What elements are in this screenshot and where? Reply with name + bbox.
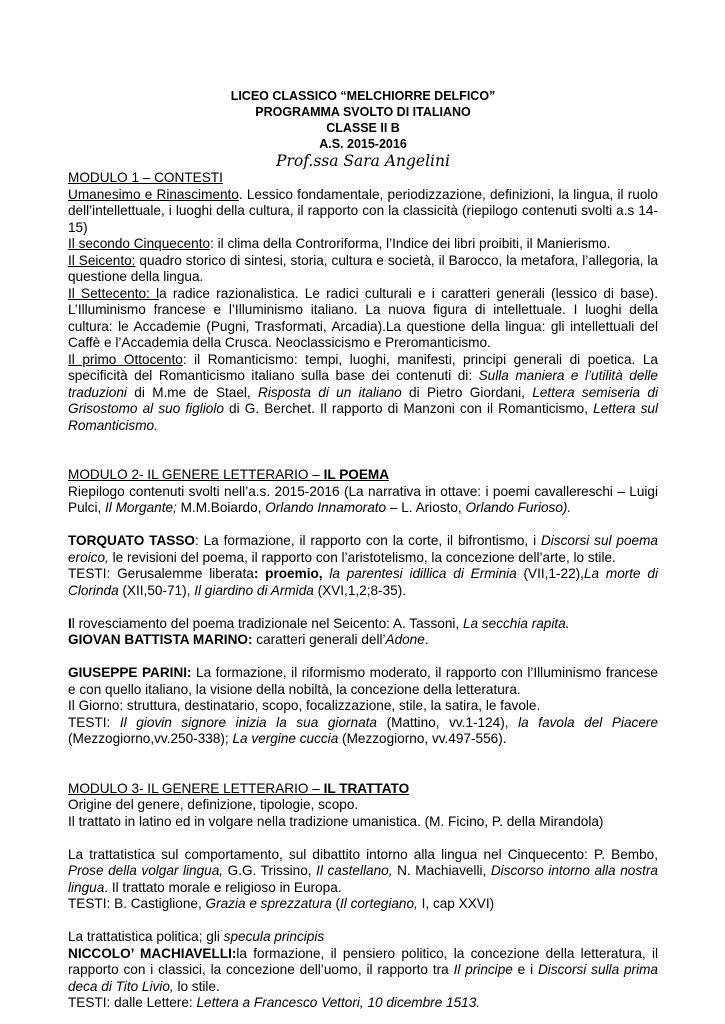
- module-2: [68, 467, 658, 748]
- work-title: Orlando Furioso).: [465, 500, 572, 515]
- parini-paragraph: [68, 665, 658, 698]
- umanesimo-label: Umanesimo e Rinascimento: [68, 186, 239, 202]
- author-name: TORQUATO TASSO: [68, 533, 195, 548]
- latino-paragraph: Il trattato in latino ed in volgare nella tradizione umanistica. (M. Ficino, P. della Mirandola): [68, 813, 604, 829]
- work-title: Risposta di un italiano: [258, 384, 402, 400]
- work-title: Lettera a Francesco Vettori, 10 dicembre 1513.: [196, 995, 481, 1010]
- testi-text: (XII,50-71),: [118, 582, 195, 598]
- work-title: Adone: [385, 632, 425, 647]
- school-name: LICEO CLASSICO “MELCHIORRE DELFICO”: [230, 89, 496, 103]
- document-header: [68, 88, 658, 152]
- document-page: [68, 88, 658, 1012]
- work-title: Il giardino di Armida: [194, 582, 314, 598]
- riepilogo-text: – L. Ariosto,: [386, 500, 466, 515]
- work-title: Sulla maniera e l’utilità delle traduzioni: [68, 368, 658, 400]
- author-name: GIOVAN BATTISTA MARINO:: [68, 632, 253, 647]
- marino-paragraph: [68, 632, 658, 649]
- class-name: CLASSE II B: [326, 121, 400, 135]
- cinquecento-text: : il clima della Controriforma, l’Indice dei libri proibiti, il Manierismo.: [210, 236, 611, 251]
- ottocento-paragraph: [68, 352, 658, 435]
- module-3-title: [68, 781, 658, 798]
- work-title: la parentesi idillica di Erminia: [329, 566, 517, 581]
- spacer: [68, 830, 658, 847]
- marino-text: caratteri generali dell’: [252, 632, 386, 647]
- testi-text: (: [331, 896, 340, 911]
- module-2-title-topic: IL POEMA: [323, 467, 390, 482]
- work-title: Il principe: [453, 962, 513, 977]
- module-2-title: [68, 467, 658, 484]
- settecento-text: a radice razionalistica. Le radici culturali e i caratteri generali (lessico di base). L’Illuminismo francese e l’Illuminismo italiano. La nuova figura di intellettuale. I luoghi della cultura: le Accademie (Pugni, Trasformati, Arcadia).La questione della lingua: gli intellettuali del Caffè e l’Accademia della Crusca. Neoclassicismo e Preromanticismo.: [68, 285, 658, 350]
- testi-text: (VII,1-22),: [516, 566, 584, 581]
- machiavelli-text: e i: [512, 962, 538, 977]
- testi-text: TESTI: B. Castiglione,: [68, 896, 206, 911]
- work-title: Il Morgante;: [105, 500, 177, 515]
- work-title: Il giovin signore inizia la sua giornata: [119, 714, 377, 730]
- riepilogo-text: Riepilogo contenuti svolti nell’a.s. 2015-2016 (La narrativa in ottave: i poemi cavallereschi – Luigi Pulci,: [68, 483, 658, 515]
- machiavelli-text: lo stile.: [173, 978, 220, 994]
- tasso-testi: [68, 566, 658, 599]
- trattatistica-paragraph: [68, 847, 658, 897]
- ottocento-text: di G. Berchet. Il rapporto di Manzoni con il Romanticismo,: [223, 401, 594, 416]
- umanesimo-text: . Lessico fondamentale, periodizzazione, definizioni, la lingua, il ruolo dell’intellettuale, i luoghi della cultura, il rapporto con la classicità (riepilogo contenuti svolti a.s 14-15): [68, 186, 658, 235]
- school-year: A.S. 2015-2016: [319, 137, 407, 151]
- work-title: la favola del Piacere: [518, 714, 658, 730]
- teacher-name: Prof.ssa Sara Angelini: [276, 152, 450, 170]
- parini-text: La formazione, il riformismo moderato, il rapporto con l’Illuminismo francese e con quello italiano, la visione della nobiltà, la concezione della letteratura.: [68, 665, 658, 697]
- umanesimo-paragraph: [68, 187, 658, 237]
- work-title: Il cortegiano,: [340, 896, 418, 911]
- tasso-text: : La formazione, il rapporto con la corte, il bifrontismo, i: [194, 533, 541, 548]
- politica-paragraph: [68, 929, 658, 946]
- riepilogo-text: M.M.Boiardo,: [176, 500, 266, 515]
- ottocento-text: : il Romanticismo: tempi, luoghi, manifesti, principi generali di poetica. La specificità del Romanticismo italiano sulla base dei contenuti di:: [68, 351, 658, 383]
- machiavelli-text: la formazione, il pensiero politico, la concezione della letteratura, il rapporto con i classici, la concezione dell’uomo, il rapporto tra: [68, 945, 658, 977]
- spacer: [68, 748, 658, 781]
- ottocento-text: di M.me de Stael,: [126, 384, 259, 400]
- ottocento-label: Il primo Ottocento: [68, 351, 183, 367]
- spacer: [68, 517, 658, 534]
- testi-text: TESTI: Gerusalemme liberata: [68, 566, 254, 581]
- spacer: [68, 649, 658, 666]
- testi-text: TESTI:: [68, 714, 120, 730]
- marino-text: .: [424, 632, 429, 647]
- rovesciamento-paragraph: [68, 616, 658, 633]
- testi-text: TESTI: dalle Lettere:: [68, 995, 197, 1010]
- seicento-label: Il Seicento:: [68, 252, 136, 268]
- module-3-title-text: MODULO 3- IL GENERE LETTERARIO –: [68, 780, 324, 796]
- work-title: La vergine cuccia: [232, 731, 339, 746]
- rovesciamento-text: l rovesciamento del poema tradizionale nel Seicento: A. Tassoni,: [71, 615, 463, 631]
- work-title: La secchia rapita.: [462, 615, 570, 631]
- ottocento-text: .: [154, 417, 158, 433]
- spacer: [68, 434, 658, 467]
- work-title: Lettera semiseria di Grisostomo al suo figliolo: [68, 384, 658, 416]
- rovesciamento-initial: I: [68, 615, 72, 631]
- seicento-text: quadro storico di sintesi, storia, cultura e società, il Barocco, la metafora, l’allegoria, la questione della lingua.: [68, 252, 658, 284]
- work-title: Discorso intorno alla nostra lingua: [68, 863, 658, 895]
- module-3: [68, 781, 658, 1012]
- work-title: Il castellano,: [316, 863, 393, 878]
- program-title: PROGRAMMA SVOLTO DI ITALIANO: [255, 105, 471, 119]
- spacer: [68, 599, 658, 616]
- author-name: GIUSEPPE PARINI:: [68, 665, 192, 680]
- seicento-paragraph: [68, 253, 658, 286]
- module-1-title: MODULO 1 – CONTESTI: [68, 170, 223, 185]
- machiavelli-paragraph: [68, 946, 658, 996]
- politica-text: La trattatistica politica; gli: [68, 929, 224, 944]
- tasso-paragraph: [68, 533, 658, 566]
- machiavelli-testi: [68, 995, 658, 1012]
- testi-text: (Mezzogiorno,vv.250-338);: [68, 731, 233, 746]
- settecento-label: Il Settecento: l: [68, 285, 160, 301]
- work-title: La morte di Clorinda: [68, 566, 658, 598]
- trattatistica-text: N. Machiavelli,: [392, 863, 491, 878]
- work-title: Prose della volgar lingua,: [68, 863, 224, 878]
- trattatistica-text: . Il trattato morale e religioso in Europa.: [104, 879, 342, 895]
- work-title: Lettera sul Romanticismo: [68, 401, 658, 433]
- cinquecento-paragraph: [68, 236, 658, 253]
- cinquecento-label: Il secondo Cinquecento: [68, 236, 211, 251]
- ottocento-text: di Pietro Giordani,: [401, 384, 533, 400]
- parini-testi: [68, 715, 658, 748]
- castiglione-testi: [68, 896, 658, 913]
- riepilogo-paragraph: [68, 484, 658, 517]
- work-title: Discorsi sulla prima deca di Tito Livio,: [68, 962, 658, 994]
- spacer: [68, 913, 658, 930]
- author-name: NICCOLO’ MACHIAVELLI:: [68, 945, 237, 961]
- tasso-text: le revisioni del poema, il rapporto con l’aristotelismo, la concezione dell’arte, lo stile.: [108, 549, 616, 565]
- trattatistica-text: G.G. Trissino,: [223, 863, 317, 878]
- origine-paragraph: Origine del genere, definizione, tipologie, scopo.: [68, 797, 359, 812]
- testi-text: I, cap XXVI): [417, 896, 495, 911]
- settecento-paragraph: [68, 286, 658, 352]
- work-title: Orlando Innamorato: [265, 500, 387, 515]
- testi-text: (XVI,1,2;8-35).: [313, 582, 407, 598]
- giorno-paragraph: Il Giorno: struttura, destinatario, scopo, focalizzazione, stile, la satira, le favole.: [68, 698, 541, 713]
- testi-text: (Mezzogiorno, vv.497-556).: [338, 731, 507, 746]
- module-3-title-topic: IL TRATTATO: [323, 780, 410, 796]
- module-1: [68, 170, 658, 434]
- module-2-title-text: MODULO 2- IL GENERE LETTERARIO –: [68, 467, 324, 482]
- trattatistica-text: La trattatistica sul comportamento, sul dibattito intorno alla lingua nel Cinquecento: P. Bembo,: [68, 846, 658, 862]
- work-title: Grazia e sprezzatura: [205, 896, 332, 911]
- work-title: Discorsi sul poema eroico,: [68, 533, 658, 565]
- work-title: specula principis: [223, 929, 325, 944]
- testi-text: : proemio,: [253, 566, 330, 581]
- testi-text: (Mattino, vv.1-124),: [377, 714, 519, 730]
